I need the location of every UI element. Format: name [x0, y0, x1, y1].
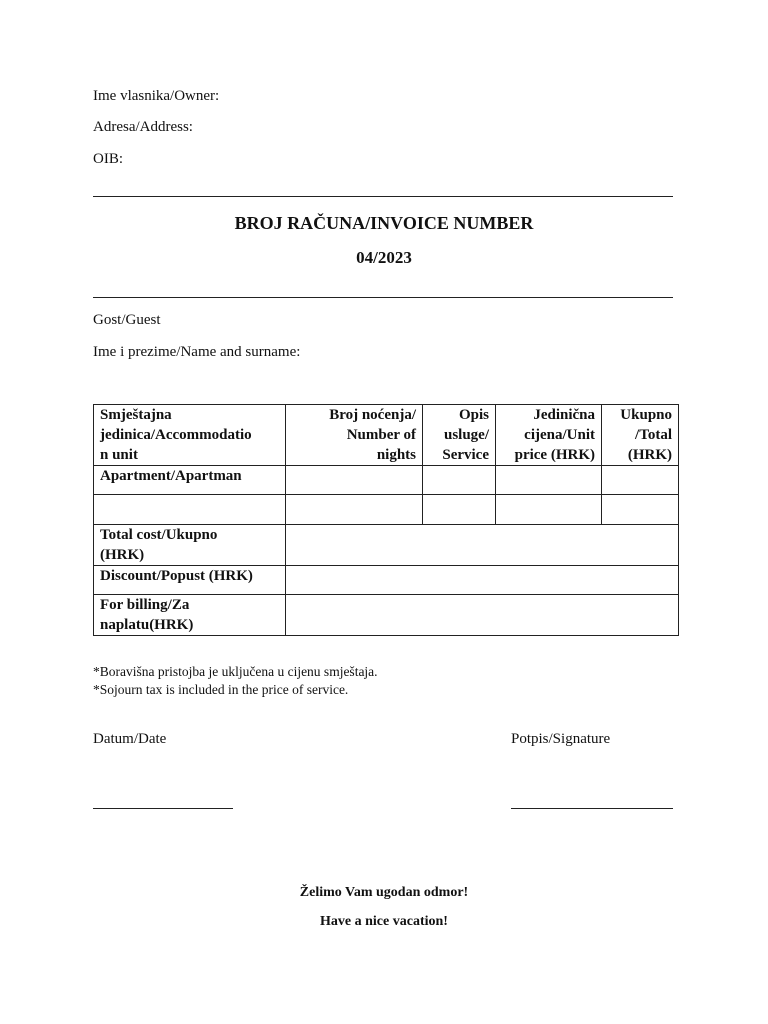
date-label: Datum/Date [93, 731, 167, 747]
cell-unit-price[interactable] [496, 466, 602, 495]
oib-label: OIB: [93, 151, 123, 167]
header-service: Opis usluge/ Service [423, 405, 496, 466]
guest-label: Gost/Guest [93, 312, 161, 328]
header-nights: Broj noćenja/ Number of nights [286, 405, 423, 466]
row-discount-label: Discount/Popust (HRK) [94, 566, 286, 595]
cell-nights[interactable] [286, 466, 423, 495]
cell-empty-unit-price[interactable] [496, 495, 602, 525]
date-line[interactable] [93, 808, 233, 809]
closing-wish-hr: Želimo Vam ugodan odmor! [299, 885, 469, 900]
header-total: Ukupno /Total (HRK) [602, 405, 679, 466]
note-tax-hr: *Boravišna pristojba je uključena u cijenu smještaja. [93, 664, 378, 679]
divider-top [93, 196, 673, 197]
invoice-table [93, 404, 679, 636]
table-row-total-cost [94, 525, 679, 566]
cell-empty-service[interactable] [423, 495, 496, 525]
owner-label: Ime vlasnika/Owner: [93, 88, 220, 104]
invoice-number: 04/2023 [356, 248, 412, 267]
table-row-billing [94, 595, 679, 636]
address-label: Adresa/Address: [93, 119, 193, 135]
invoice-title: BROJ RAČUNA/INVOICE NUMBER [234, 213, 534, 233]
cell-empty-unit[interactable] [94, 495, 286, 525]
note-tax-en: *Sojourn tax is included in the price of service. [93, 682, 349, 697]
closing-wish-en: Have a nice vacation! [320, 914, 448, 929]
divider-bottom [93, 297, 673, 298]
row-total-cost-label: Total cost/Ukupno (HRK) [94, 525, 286, 566]
cell-discount-value[interactable] [286, 566, 679, 595]
cell-service[interactable] [423, 466, 496, 495]
header-unit-price: Jedinična cijena/Unit price (HRK) [496, 405, 602, 466]
guest-name-label: Ime i prezime/Name and surname: [93, 344, 301, 360]
table-header-row [94, 405, 679, 466]
row-apartment-label: Apartment/Apartman [94, 466, 286, 495]
cell-empty-nights[interactable] [286, 495, 423, 525]
table-row-empty [94, 495, 679, 525]
cell-total-cost-value[interactable] [286, 525, 679, 566]
cell-total[interactable] [602, 466, 679, 495]
cell-billing-value[interactable] [286, 595, 679, 636]
cell-empty-total[interactable] [602, 495, 679, 525]
table-row-apartment [94, 466, 679, 495]
signature-label: Potpis/Signature [511, 731, 611, 747]
signature-line[interactable] [511, 808, 673, 809]
header-unit: Smještajna jedinica/Accommodatio n unit [94, 405, 286, 466]
table-row-discount [94, 566, 679, 595]
row-billing-label: For billing/Za naplatu(HRK) [94, 595, 286, 636]
